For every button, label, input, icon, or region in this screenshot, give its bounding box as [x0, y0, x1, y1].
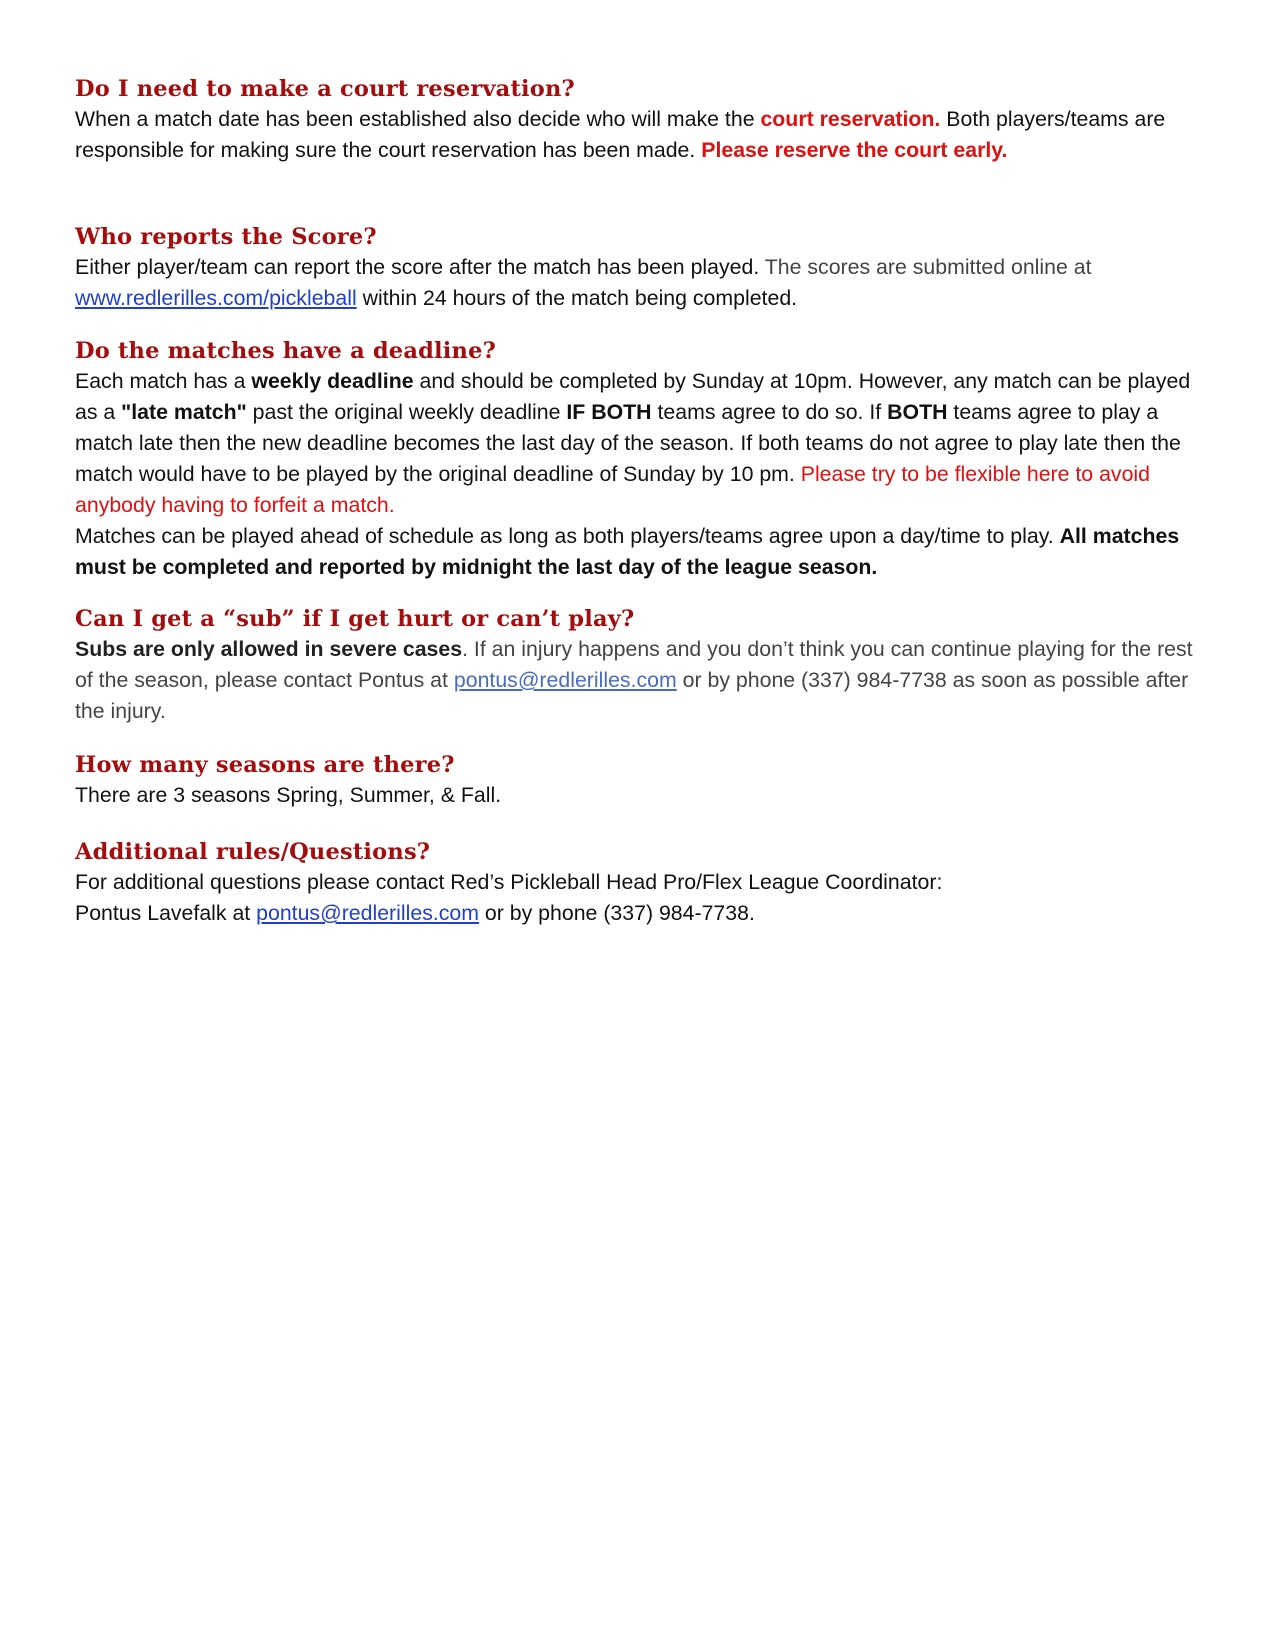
document-page [75, 74, 1205, 929]
body-text: or by phone (337) 984-7738 as soon as possible after the injury. [75, 668, 1189, 723]
section-body [75, 898, 1205, 929]
section-heading: Additional rules/Questions? [75, 839, 431, 865]
section-body: There are 3 seasons Spring, Summer, & Fall. [75, 783, 502, 807]
body-text: teams agree to play a match late then the new deadline becomes the last day of the season. If both teams do not agree to play late then the match would have to be played by the original deadline of Sunday by 10 pm. [75, 400, 1181, 486]
body-text: teams agree to do so. If [651, 400, 888, 424]
body-text: When a match date has been established also decide who will make the [75, 107, 761, 131]
bold-text: Subs are only allowed in severe cases [75, 637, 463, 661]
body-text: Either player/team can report the score after the match has been played. [75, 255, 765, 279]
email-link[interactable]: pontus@redlerilles.com [453, 668, 677, 692]
body-text: . If an injury happens and you don’t think you can continue playing for the rest of the season, please contact Pontus at [75, 637, 1193, 692]
section-heading: Can I get a “sub” if I get hurt or can’t play? [75, 606, 635, 632]
section-body [75, 104, 1205, 166]
section-deadline [75, 336, 1205, 604]
section-seasons [75, 750, 1205, 837]
body-text: Both players/teams are responsible for making sure the court reservation has been made. [75, 107, 1166, 162]
section-heading: Do I need to make a court reservation? [75, 76, 575, 102]
section-sub [75, 604, 1205, 750]
section-court-reservation [75, 74, 1205, 222]
bold-text: IF BOTH [566, 400, 652, 424]
body-text: Matches can be played ahead of schedule as long as both players/teams agree upon a day/time to play. [75, 524, 1060, 548]
section-body: For additional questions please contact Red’s Pickleball Head Pro/Flex League Coordinator: [75, 870, 943, 894]
body-text: or by phone (337) 984-7738. [479, 901, 755, 925]
section-body [75, 252, 1205, 314]
section-body [75, 634, 1205, 727]
bold-text: weekly deadline [251, 369, 414, 393]
emphasis-text: Please reserve the court early. [701, 138, 1008, 162]
section-heading: How many seasons are there? [75, 752, 455, 778]
body-text: past the original weekly deadline [246, 400, 567, 424]
emphasis-text: court reservation. [760, 107, 941, 131]
emphasis-text: Please try to be flexible here to avoid anybody having to forfeit a match. [75, 462, 1150, 517]
body-text: The scores are submitted online at [764, 255, 1092, 279]
section-body [75, 366, 1205, 521]
section-body [75, 521, 1205, 583]
section-heading: Do the matches have a deadline? [75, 338, 496, 364]
bold-text: All matches must be completed and reported by midnight the last day of the league season. [75, 524, 1180, 579]
bold-text: BOTH [887, 400, 948, 424]
email-link[interactable]: pontus@redlerilles.com [256, 901, 479, 925]
body-text: and should be completed by Sunday at 10pm. However, any match can be played as a [75, 369, 1191, 424]
pickleball-link[interactable]: www.redlerilles.com/pickleball [75, 286, 357, 310]
section-report-score [75, 222, 1205, 336]
section-heading: Who reports the Score? [75, 224, 377, 250]
body-text: within 24 hours of the match being completed. [356, 286, 798, 310]
body-text: Each match has a [75, 369, 252, 393]
body-text: Pontus Lavefalk at [75, 901, 257, 925]
bold-text: "late match" [121, 400, 247, 424]
section-additional [75, 837, 1205, 929]
